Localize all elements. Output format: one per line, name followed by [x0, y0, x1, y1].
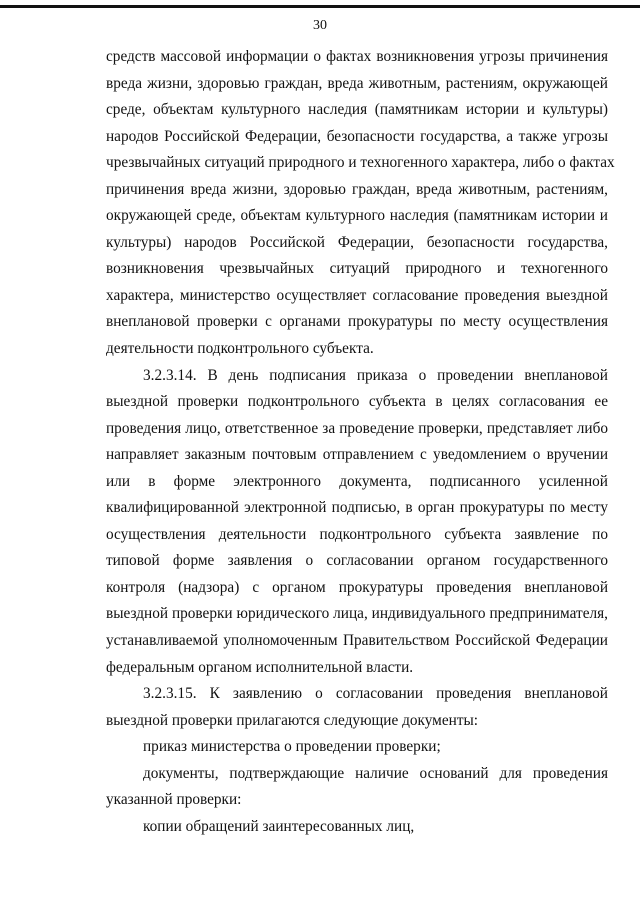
- page-number: 30: [313, 18, 327, 33]
- text-line: указанной проверки:: [106, 791, 242, 809]
- text-line: среде, объектам культурного наследия (памятникам истории и культуры): [106, 101, 608, 119]
- paragraph-3-2-3-14: [106, 363, 608, 682]
- document-body: [106, 44, 615, 840]
- text-line: проведения лицо, ответственное за проведение проверки, представляет либо: [106, 419, 608, 437]
- text-line: возникновения чрезвычайных ситуаций природного и техногенного: [106, 260, 608, 278]
- text-line: вреда жизни, здоровью граждан, вреда животным, растениям, окружающей: [106, 74, 608, 92]
- text-line: контроля (надзора) с органом прокуратуры проведения внеплановой: [106, 578, 608, 596]
- text-line: квалифицированной электронной подписью, в орган прокуратуры по месту: [106, 499, 608, 517]
- text-line: приказ министерства о проведении проверки;: [143, 738, 441, 756]
- text-line: типовой форме заявления о согласовании органом государственного: [106, 552, 608, 570]
- text-line: внеплановой проверки с органами прокуратуры по месту осуществления: [106, 313, 608, 331]
- text-line: федеральным органом исполнительной власти.: [106, 658, 414, 676]
- list-item-documents: [106, 761, 608, 814]
- text-line: устанавливаемой уполномоченным Правительством Российской Федерации: [106, 632, 608, 650]
- text-line: 3.2.3.14. В день подписания приказа о проведении внеплановой: [143, 366, 608, 384]
- text-line: характера, министерство осуществляет согласование проведения выездной: [106, 286, 608, 304]
- text-line: копии обращений заинтересованных лиц,: [143, 817, 415, 835]
- text-line: чрезвычайных ситуаций природного и техногенного характера, либо о фактах: [106, 154, 615, 172]
- text-line: или в форме электронного документа, подписанного усиленной: [106, 472, 608, 490]
- top-border-line: [0, 5, 640, 8]
- text-line: документы, подтверждающие наличие оснований для проведения: [143, 764, 608, 782]
- text-line: деятельности подконтрольного субъекта.: [106, 340, 374, 358]
- text-line: 3.2.3.15. К заявлению о согласовании проведения внеплановой: [143, 685, 608, 703]
- text-line: культуры) народов Российской Федерации, безопасности государства,: [106, 233, 608, 251]
- text-line: выездной проверки юридического лица, индивидуального предпринимателя,: [106, 605, 608, 623]
- text-line: осуществления деятельности подконтрольного субъекта заявление по: [106, 525, 608, 543]
- text-line: причинения вреда жизни, здоровью граждан, вреда животным, растениям,: [106, 180, 608, 198]
- text-line: выездной проверки прилагаются следующие документы:: [106, 711, 479, 729]
- text-line: окружающей среде, объектам культурного наследия (памятникам истории и: [106, 207, 608, 225]
- paragraph-3-2-3-15: [106, 681, 608, 734]
- text-line: выездной проверки подконтрольного субъекта в целях согласования ее: [106, 393, 608, 411]
- text-line: народов Российской Федерации, безопасности государства, а также угрозы: [106, 127, 608, 145]
- list-item-order: [106, 734, 608, 761]
- text-line: средств массовой информации о фактах возникновения угрозы причинения: [106, 48, 608, 65]
- text-line: направляет заказным почтовым отправлением с уведомлением о вручении: [106, 446, 608, 464]
- list-item-copies: [106, 814, 608, 841]
- paragraph: [106, 44, 615, 363]
